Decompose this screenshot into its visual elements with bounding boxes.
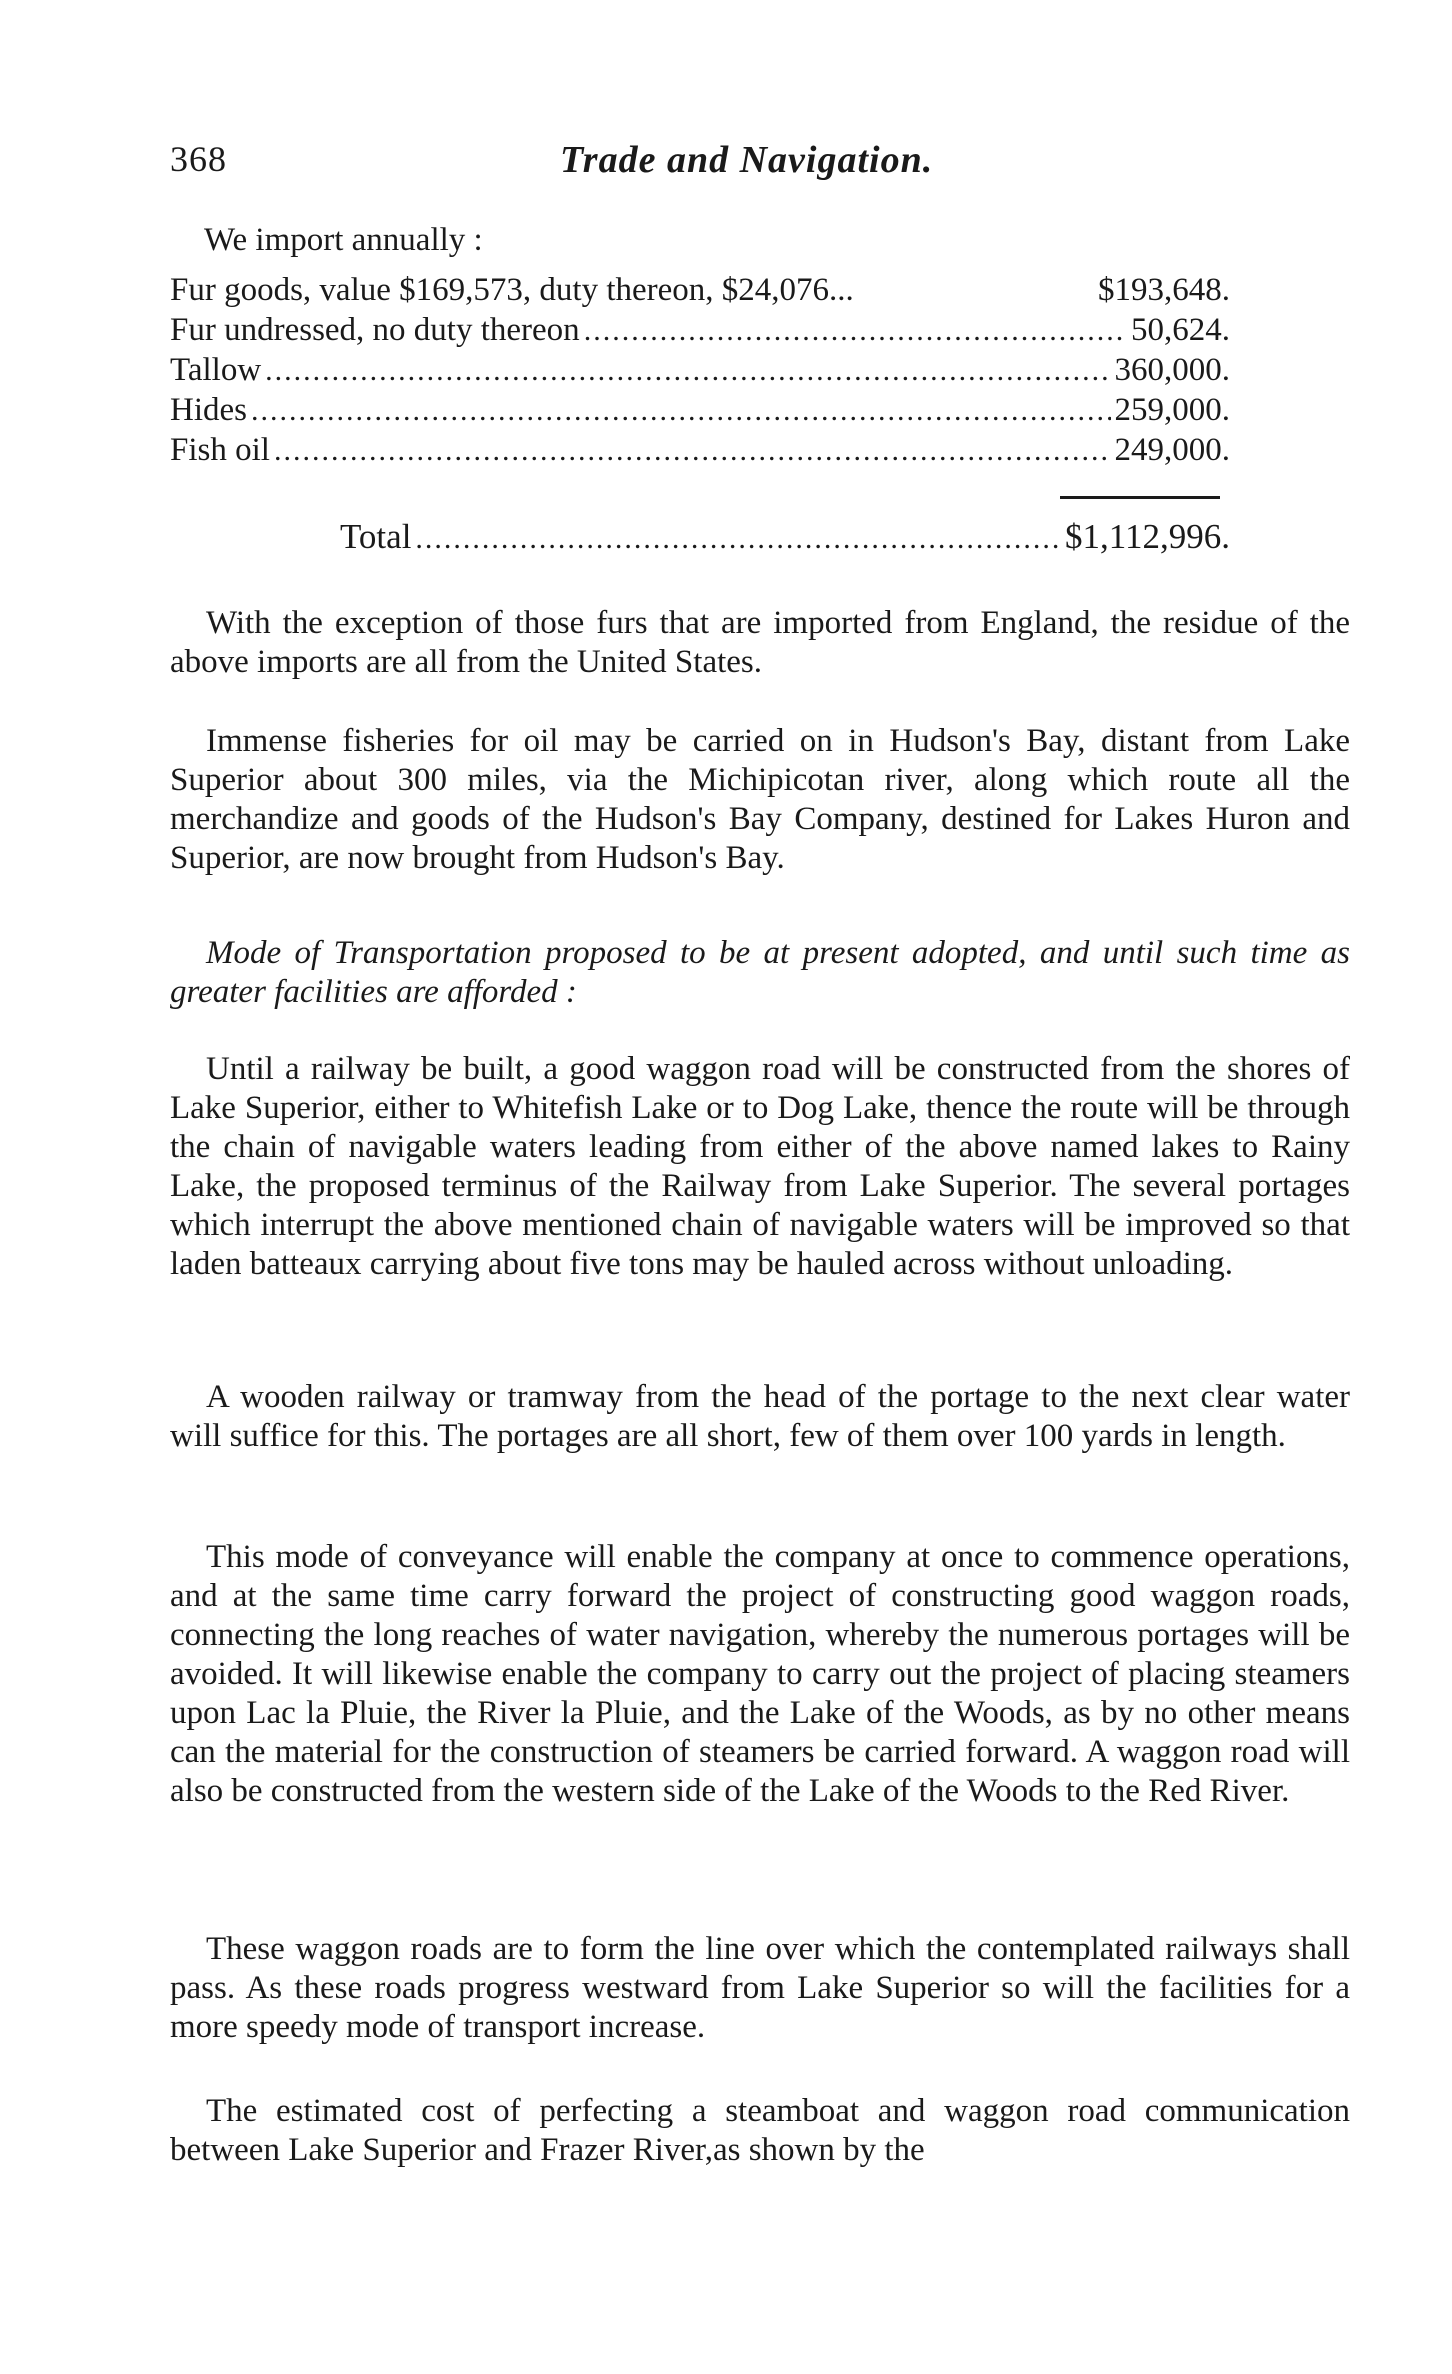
imports-table xyxy=(170,270,1230,470)
total-rule xyxy=(1060,496,1220,499)
import-label: Fur undressed, no duty thereon xyxy=(170,312,580,348)
import-row-hides xyxy=(170,390,1230,430)
import-row-fur-undressed xyxy=(170,310,1230,350)
intro-line: We import annually : xyxy=(204,222,483,258)
import-row-fish-oil xyxy=(170,430,1230,470)
leader-dots xyxy=(274,431,1111,471)
total-label: Total xyxy=(340,517,412,556)
leader-dots xyxy=(251,391,1111,431)
import-value: 259,000. xyxy=(1114,392,1230,428)
import-row-fur-goods xyxy=(170,270,1230,310)
import-value: 360,000. xyxy=(1114,352,1230,388)
paragraph-tramway: A wooden railway or tramway from the head of the portage to the next clear water will suffice for this. The portages are all short, few of them over 100 yards in length. xyxy=(170,1379,1350,1454)
paragraph-fisheries: Immense fisheries for oil may be carried on in Hudson's Bay, distant from Lake Superior about 300 miles, via the Michipicotan river, along which route all the merchandize and goods of the Hudson's Bay Company, destined for Lakes Huron and Superior, are now brought from Hudson's Bay. xyxy=(170,723,1350,876)
paragraph-conveyance: This mode of conveyance will enable the company at once to commence operations, and at the same time carry forward the project of constructing good waggon roads, connecting the long reaches of water navigation, whereby the numerous portages will be avoided. It will likewise enable the company to carry out the project of placing steamers upon Lac la Pluie, the River la Pluie, and the Lake of the Woods, as by no other means can the material for the construction of steamers be carried forward. A waggon road will also be constructed from the western side of the Lake of the Woods to the Red River. xyxy=(170,1539,1350,1809)
import-label: Hides xyxy=(170,392,247,428)
page-number: 368 xyxy=(170,139,227,179)
running-title: Trade and Navigation. xyxy=(560,139,934,181)
import-row-tallow xyxy=(170,350,1230,390)
import-value: $193,648. xyxy=(1098,272,1230,308)
paragraph-imports-origin: With the exception of those furs that are imported from England, the residue of the above imports are all from the United States. xyxy=(170,605,1350,680)
leader-dots xyxy=(415,517,1061,561)
import-label: Fish oil xyxy=(170,432,270,468)
leader-dots xyxy=(265,351,1110,391)
paragraph-railways: These waggon roads are to form the line over which the contemplated railways shall pass. As these roads progress westward from Lake Superior so will the facilities for a more speedy mode of transport increase. xyxy=(170,1931,1350,2045)
import-label: Fur goods, value $169,573, duty thereon, $24,076... xyxy=(170,272,854,308)
leader-dots xyxy=(584,311,1127,351)
paragraph-waggon-road: Until a railway be built, a good waggon road will be constructed from the shores of Lake Superior, either to Whitefish Lake or to Dog Lake, thence the route will be through the chain of navigable waters leading from either of the above named lakes to Rainy Lake, the proposed terminus of the Railway from Lake Superior. The several portages which interrupt the above mentioned chain of navigable waters will be improved so that laden batteaux carrying about five tons may be hauled across without unloading. xyxy=(170,1051,1350,1282)
import-label: Tallow xyxy=(170,352,262,388)
section-heading-mode-of-transportation: Mode of Transportation proposed to be at present adopted, and until such time as greater facilities are afforded : xyxy=(170,935,1350,1010)
import-value: 249,000. xyxy=(1114,432,1230,468)
import-value: 50,624. xyxy=(1131,312,1230,348)
total-row xyxy=(340,515,1230,561)
paragraph-estimated-cost: The estimated cost of perfecting a steamboat and waggon road communication between Lake Superior and Frazer River,as shown by the xyxy=(170,2093,1350,2168)
total-value: $1,112,996. xyxy=(1065,517,1230,556)
